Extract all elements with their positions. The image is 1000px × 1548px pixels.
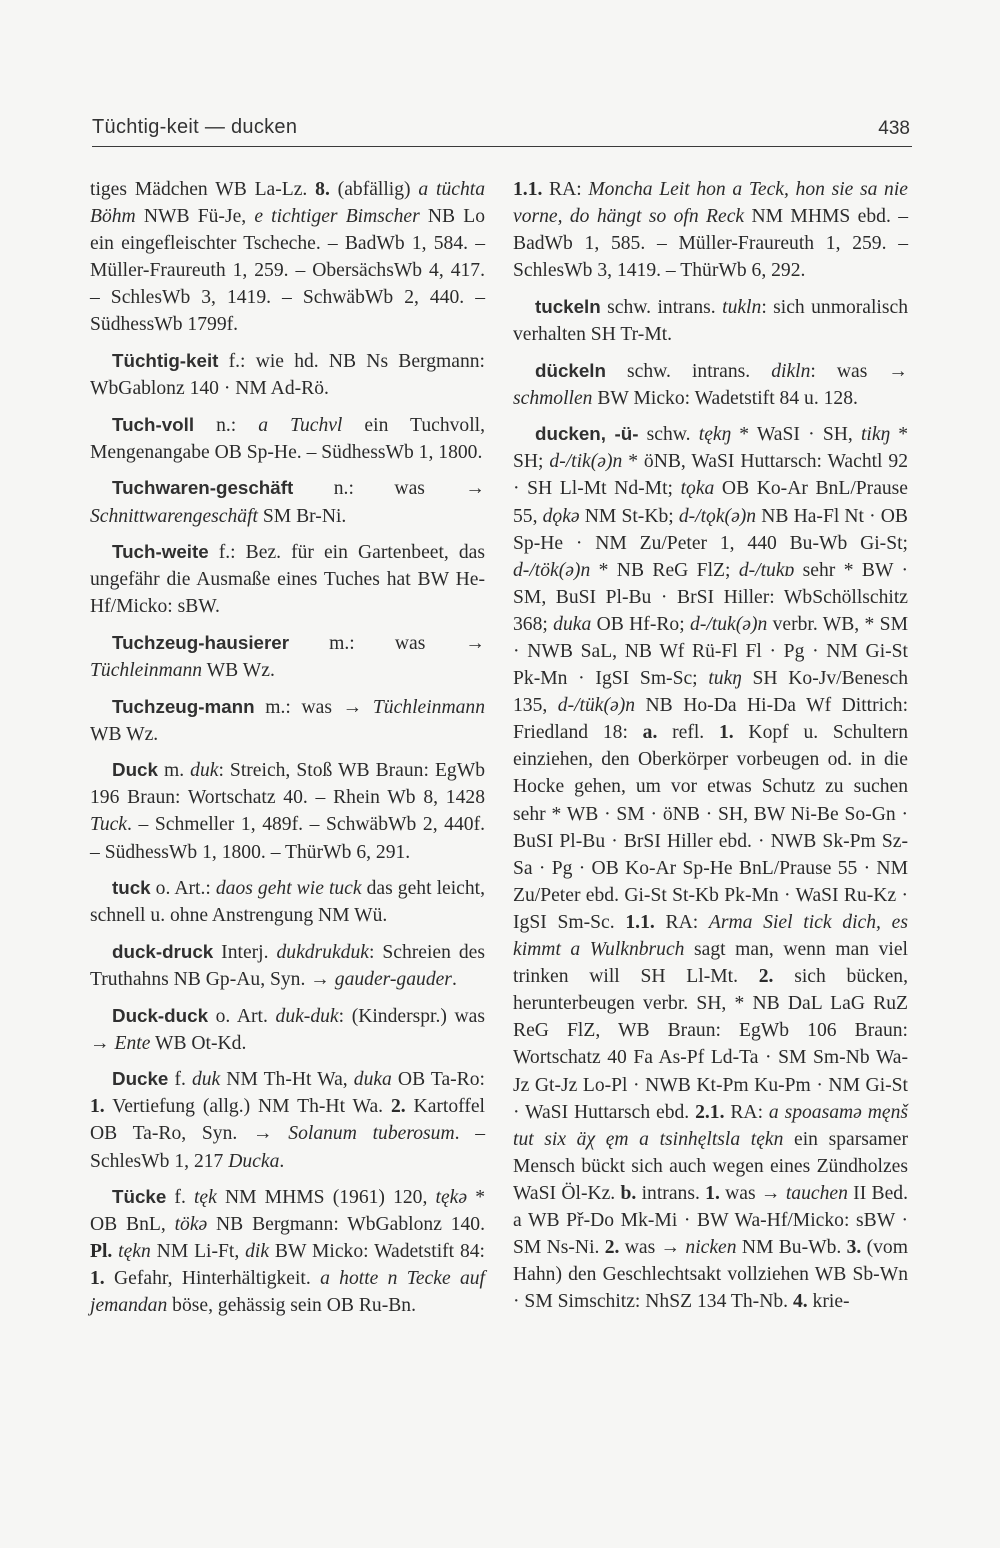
headword: Duck-duck [112, 1004, 209, 1026]
headword: Tuch-weite [112, 541, 209, 563]
running-head [92, 112, 912, 147]
headword: ducken, -ü- [535, 423, 639, 445]
entry-tuckeln: tuckeln schw. intrans. tukln: sich unmoralisch verhalten SH Tr-Mt. [513, 295, 908, 345]
headword: Tuchzeug-mann [112, 695, 255, 717]
headword: Duck [112, 759, 158, 781]
entry-continuation: 1.1. RA: Moncha Leit hon a Teck, hon sie sa nie vorne, do hängt so ofn Reck NM MHMS ebd. – BadWb 1, 585. – Müller-Fraureuth 1, 259. – SchlesWb 3, 1419. – ThürWb 6, 292. [513, 179, 909, 282]
entry-tuch-voll: Tuch-voll n.: a Tuchvl ein Tuchvoll, Mengenangabe OB Sp-He. – SüdhessWb 1, 1800. [90, 413, 485, 463]
entry-tuechtig-keit: Tüchtig-keit f.: wie hd. NB Ns Bergmann: WbGablonz 140 · NM Ad-Rö. [90, 350, 485, 400]
headword: tuck [112, 877, 151, 899]
entry-continuation: tiges Mädchen WB La-Lz. 8. (abfällig) a tüchta Böhm NWB Fü-Je, e tichtiger Bimscher NB Lo ein eingefleischter Tscheche. – BadWb 1, 584. – Müller-Fraureuth 1, 259. – ObersächsWb 4, 417. – SchlesWb 3, 1419. – SchwäbWb 2, 440. – SüdhessWb 1799f. [90, 179, 485, 336]
headword: Tücke [112, 1186, 167, 1208]
headword: Tüchtig-keit [112, 350, 219, 372]
page-number: 438 [878, 118, 910, 139]
entry-ducken: ducken, -ü- schw. tękŋ * WaSI · SH, tikŋ * SH; d-/tik(ə)n * öNB, WaSI Huttarsch: Wachtl 92 · SH Ll-Mt Nd-Mt; tǫka OB Ko-Ar BnL/Prause 55, dǫkə NM St-Kb; d-/tǫk(ə)n NB Ha-Fl Nt · OB Sp-He · NM Zu/Peter 1, 440 Bu-Wb Gi-St; d-/tök(ə)n * NB ReG FlZ; d-/tukɒ sehr * BW · SM, BuSI Pl-Bu · BrSI Hiller: WbSchöllschitz 368; duka OB Hf-Ro; d-/tuk(ə)n verbr. WB, * SM · NWB SaL, NB Wf Rü-Fl Fl · Pg · NM Gi-St Pk-Mn · IgSI Sm-Sc; tukŋ SH Ko-Jv/Benesch 135, d-/tük(ə)n NB Ho-Da Hi-Da Wf Dittrich: Friedland 18: a. refl. 1. Kopf u. Schultern einziehen, den Oberkörper vorbeugen od. in die Hocke gehen, um vor etwas Schutz zu suchen sehr * WB · SM · öNB · SH, BW Ni-Be So-Gn · BuSI Pl-Bu · BrSI Hiller ebd. · NWB Sk-Pm Sz-Sa · Pg · OB Ko-Ar Sp-He BnL/Prause 55 · NM Zu/Peter ebd. Gi-St St-Kb Pk-Mn · WaSI Ru-Kz · IgSI Sm-Sc. 1.1. RA: Arma Siel tick dich, es kimmt a Wulknbruch sagt man, wenn man viel trinken will SH Ll-Mt. 2. sich bücken, herunterbeugen verbr. SH, * NB DaL LaG RuZ ReG FlZ, WB Braun: EgWb 106 Braun: Wortschatz 40 Fa As-Pf Ld-Ta · SM Sm-Nb Wa-Jz Gt-Jz Lo-Pl · NWB Kt-Pm Ku-Pm · NM Gi-St · WaSI Huttarsch ebd. 2.1. RA: a spoasamə męnš tut six äχ ęm a tsinhęltsla tękn ein sparsamer Mensch bückt sich auch wegen eines Zündholzes WaSI Öl-Kz. b. intrans. 1. was → tauchen II Bed. a WB Př-Do Mk-Mi · BW Wa-Hf/Micko: sBW · SM Ns-Ni. 2. was → nicken NM Bu-Wb. 3. (vom Hahn) den Geschlechtsakt vollziehen WB Sb-Wn · SM Simschitz: NhSZ 134 Th-Nb. 4. krie- [513, 423, 909, 1313]
headword: Tuchwaren-geschäft [112, 477, 294, 499]
entry-tuch-weite: Tuch-weite f.: Bez. für ein Gartenbeet, das ungefähr die Ausmaße eines Tuches hat BW He-Hf/Micko: sBW. [90, 541, 485, 618]
entry-tuchwaren-geschaeft: Tuchwaren-geschäft n.: was → Schnittwarengeschäft SM Br-Ni. [90, 477, 485, 527]
entry-ducke: Ducke f. duk NM Th-Ht Wa, duka OB Ta-Ro: 1. Vertiefung (allg.) NM Th-Ht Wa. 2. Kartoffel OB Ta-Ro, Syn. → Solanum tuberosum. – SchlesWb 1, 217 Ducka. [90, 1068, 486, 1172]
headword: tuckeln [535, 295, 601, 317]
entry-tuecke: Tücke f. tęk NM MHMS (1961) 120, tękə * OB BnL, tökə NB Bergmann: WbGablonz 140. Pl. tękn NM Li-Ft, dik BW Micko: Wadetstift 84: 1. Gefahr, Hinterhältigkeit. a hotte n Tecke auf jemandan böse, gehässig sein OB Ru-Bn. [90, 1186, 485, 1317]
running-head-title: Tüchtig-keit — ducken [92, 116, 298, 138]
entry-tuchzeug-hausierer: Tuchzeug-hausierer m.: was → Tüchleinmann WB Wz. [90, 631, 485, 681]
entry-duck: Duck m. duk: Streich, Stoß WB Braun: EgWb 196 Braun: Wortschatz 40. – Rhein Wb 8, 1428 Tuck. – Schmeller 1, 489f. – SchwäbWb 2, 440f. – SüdhessWb 1, 1800. – ThürWb 6, 291. [90, 759, 485, 863]
headword: Ducke [112, 1068, 169, 1090]
entry-dueckeln: dückeln schw. intrans. dikln: was → schmollen BW Micko: Wadetstift 84 u. 128. [513, 359, 908, 409]
headword: Tuch-voll [112, 413, 195, 435]
right-column [513, 176, 908, 1324]
headword: Tuchzeug-hausierer [112, 631, 290, 653]
left-column [90, 176, 485, 1328]
entry-duck-duck: Duck-duck o. Art. duk-duk: (Kinderspr.) was → Ente WB Ot-Kd. [90, 1004, 486, 1054]
entry-tuchzeug-mann: Tuchzeug-mann m.: was → Tüchleinmann WB Wz. [90, 695, 485, 745]
entry-duck-druck: duck-druck Interj. dukdrukduk: Schreien des Truthahns NB Gp-Au, Syn. → gauder-gauder. [90, 940, 485, 990]
entry-tuck: tuck o. Art.: daos geht wie tuck das geht leicht, schnell u. ohne Anstrengung NM Wü. [90, 877, 485, 927]
headword: dückeln [535, 359, 606, 381]
headword: duck-druck [112, 940, 214, 962]
